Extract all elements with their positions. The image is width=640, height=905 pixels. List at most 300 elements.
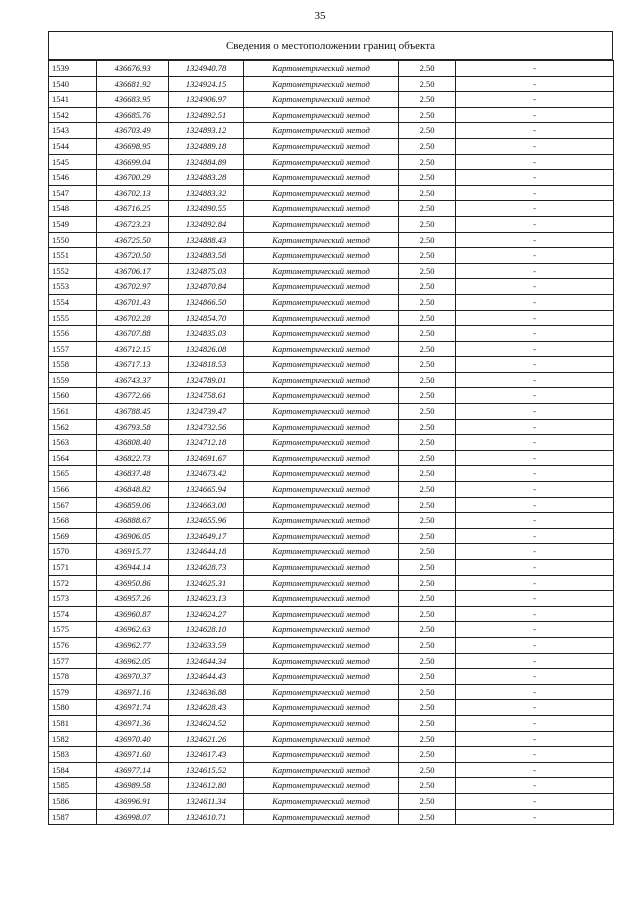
x-coordinate-cell: 436707.88 xyxy=(97,326,169,342)
point-number-cell: 1552 xyxy=(49,263,97,279)
x-coordinate-cell: 436743.37 xyxy=(97,372,169,388)
accuracy-cell: 2.50 xyxy=(399,341,456,357)
description-cell: - xyxy=(456,637,614,653)
method-cell: Картометрический метод xyxy=(244,747,399,763)
y-coordinate-cell: 1324884.89 xyxy=(169,154,244,170)
section-header xyxy=(48,31,613,60)
description-cell: - xyxy=(456,170,614,186)
description-cell: - xyxy=(456,762,614,778)
y-coordinate-cell: 1324889.18 xyxy=(169,138,244,154)
y-coordinate-cell: 1324617.43 xyxy=(169,747,244,763)
accuracy-cell: 2.50 xyxy=(399,185,456,201)
x-coordinate-cell: 436970.37 xyxy=(97,669,169,685)
table-row xyxy=(49,591,614,607)
table-row xyxy=(49,700,614,716)
method-cell: Картометрический метод xyxy=(244,715,399,731)
table-row xyxy=(49,435,614,451)
point-number-cell: 1563 xyxy=(49,435,97,451)
table-row xyxy=(49,637,614,653)
accuracy-cell: 2.50 xyxy=(399,528,456,544)
x-coordinate-cell: 436685.76 xyxy=(97,107,169,123)
accuracy-cell: 2.50 xyxy=(399,575,456,591)
description-cell: - xyxy=(456,61,614,77)
table-row xyxy=(49,684,614,700)
x-coordinate-cell: 436915.77 xyxy=(97,544,169,560)
description-cell: - xyxy=(456,294,614,310)
point-number-cell: 1550 xyxy=(49,232,97,248)
y-coordinate-cell: 1324893.12 xyxy=(169,123,244,139)
table-row xyxy=(49,513,614,529)
x-coordinate-cell: 436772.66 xyxy=(97,388,169,404)
method-cell: Картометрический метод xyxy=(244,107,399,123)
table-row xyxy=(49,669,614,685)
section-title: Сведения о местоположении границ объекта xyxy=(225,39,436,52)
y-coordinate-cell: 1324883.28 xyxy=(169,170,244,186)
description-cell: - xyxy=(456,669,614,685)
accuracy-cell: 2.50 xyxy=(399,76,456,92)
accuracy-cell: 2.50 xyxy=(399,123,456,139)
table-row xyxy=(49,341,614,357)
accuracy-cell: 2.50 xyxy=(399,404,456,420)
method-cell: Картометрический метод xyxy=(244,76,399,92)
accuracy-cell: 2.50 xyxy=(399,669,456,685)
accuracy-cell: 2.50 xyxy=(399,793,456,809)
x-coordinate-cell: 436698.95 xyxy=(97,138,169,154)
description-cell: - xyxy=(456,560,614,576)
method-cell: Картометрический метод xyxy=(244,684,399,700)
accuracy-cell: 2.50 xyxy=(399,466,456,482)
y-coordinate-cell: 1324890.55 xyxy=(169,201,244,217)
accuracy-cell: 2.50 xyxy=(399,279,456,295)
point-number-cell: 1582 xyxy=(49,731,97,747)
description-cell: - xyxy=(456,497,614,513)
x-coordinate-cell: 436962.77 xyxy=(97,637,169,653)
x-coordinate-cell: 436957.26 xyxy=(97,591,169,607)
y-coordinate-cell: 1324625.31 xyxy=(169,575,244,591)
table-row xyxy=(49,154,614,170)
accuracy-cell: 2.50 xyxy=(399,482,456,498)
y-coordinate-cell: 1324732.56 xyxy=(169,419,244,435)
x-coordinate-cell: 436962.63 xyxy=(97,622,169,638)
x-coordinate-cell: 436725.50 xyxy=(97,232,169,248)
x-coordinate-cell: 436793.58 xyxy=(97,419,169,435)
table-row xyxy=(49,575,614,591)
description-cell: - xyxy=(456,138,614,154)
y-coordinate-cell: 1324758.61 xyxy=(169,388,244,404)
table-row xyxy=(49,201,614,217)
method-cell: Картометрический метод xyxy=(244,92,399,108)
method-cell: Картометрический метод xyxy=(244,497,399,513)
description-cell: - xyxy=(456,544,614,560)
accuracy-cell: 2.50 xyxy=(399,684,456,700)
method-cell: Картометрический метод xyxy=(244,248,399,264)
point-number-cell: 1551 xyxy=(49,248,97,264)
x-coordinate-cell: 436859.06 xyxy=(97,497,169,513)
method-cell: Картометрический метод xyxy=(244,793,399,809)
point-number-cell: 1566 xyxy=(49,482,97,498)
table-row xyxy=(49,170,614,186)
y-coordinate-cell: 1324739.47 xyxy=(169,404,244,420)
y-coordinate-cell: 1324673.42 xyxy=(169,466,244,482)
y-coordinate-cell: 1324610.71 xyxy=(169,809,244,825)
point-number-cell: 1584 xyxy=(49,762,97,778)
x-coordinate-cell: 436960.87 xyxy=(97,606,169,622)
method-cell: Картометрический метод xyxy=(244,606,399,622)
accuracy-cell: 2.50 xyxy=(399,778,456,794)
point-number-cell: 1547 xyxy=(49,185,97,201)
y-coordinate-cell: 1324789.01 xyxy=(169,372,244,388)
y-coordinate-cell: 1324875.03 xyxy=(169,263,244,279)
point-number-cell: 1579 xyxy=(49,684,97,700)
accuracy-cell: 2.50 xyxy=(399,310,456,326)
point-number-cell: 1581 xyxy=(49,715,97,731)
y-coordinate-cell: 1324628.43 xyxy=(169,700,244,716)
method-cell: Картометрический метод xyxy=(244,341,399,357)
method-cell: Картометрический метод xyxy=(244,637,399,653)
table-row xyxy=(49,528,614,544)
accuracy-cell: 2.50 xyxy=(399,170,456,186)
x-coordinate-cell: 436699.04 xyxy=(97,154,169,170)
method-cell: Картометрический метод xyxy=(244,528,399,544)
description-cell: - xyxy=(456,606,614,622)
description-cell: - xyxy=(456,731,614,747)
table-row xyxy=(49,388,614,404)
table-row xyxy=(49,544,614,560)
x-coordinate-cell: 436701.43 xyxy=(97,294,169,310)
x-coordinate-cell: 436702.97 xyxy=(97,279,169,295)
point-number-cell: 1548 xyxy=(49,201,97,217)
point-number-cell: 1580 xyxy=(49,700,97,716)
description-cell: - xyxy=(456,92,614,108)
x-coordinate-cell: 436723.23 xyxy=(97,216,169,232)
point-number-cell: 1574 xyxy=(49,606,97,622)
point-number-cell: 1565 xyxy=(49,466,97,482)
point-number-cell: 1570 xyxy=(49,544,97,560)
table-row xyxy=(49,92,614,108)
accuracy-cell: 2.50 xyxy=(399,263,456,279)
accuracy-cell: 2.50 xyxy=(399,560,456,576)
method-cell: Картометрический метод xyxy=(244,185,399,201)
x-coordinate-cell: 436971.36 xyxy=(97,715,169,731)
y-coordinate-cell: 1324628.73 xyxy=(169,560,244,576)
y-coordinate-cell: 1324621.26 xyxy=(169,731,244,747)
point-number-cell: 1543 xyxy=(49,123,97,139)
y-coordinate-cell: 1324665.94 xyxy=(169,482,244,498)
method-cell: Картометрический метод xyxy=(244,123,399,139)
description-cell: - xyxy=(456,591,614,607)
accuracy-cell: 2.50 xyxy=(399,591,456,607)
description-cell: - xyxy=(456,809,614,825)
accuracy-cell: 2.50 xyxy=(399,809,456,825)
y-coordinate-cell: 1324906.97 xyxy=(169,92,244,108)
y-coordinate-cell: 1324612.80 xyxy=(169,778,244,794)
table-row xyxy=(49,372,614,388)
table-row xyxy=(49,622,614,638)
description-cell: - xyxy=(456,450,614,466)
y-coordinate-cell: 1324892.84 xyxy=(169,216,244,232)
description-cell: - xyxy=(456,372,614,388)
x-coordinate-cell: 436681.92 xyxy=(97,76,169,92)
x-coordinate-cell: 436888.67 xyxy=(97,513,169,529)
x-coordinate-cell: 436962.05 xyxy=(97,653,169,669)
table-row xyxy=(49,778,614,794)
point-number-cell: 1556 xyxy=(49,326,97,342)
method-cell: Картометрический метод xyxy=(244,138,399,154)
table-row xyxy=(49,185,614,201)
point-number-cell: 1555 xyxy=(49,310,97,326)
coordinates-table-body xyxy=(49,61,614,825)
description-cell: - xyxy=(456,185,614,201)
point-number-cell: 1564 xyxy=(49,450,97,466)
x-coordinate-cell: 436716.25 xyxy=(97,201,169,217)
y-coordinate-cell: 1324655.96 xyxy=(169,513,244,529)
y-coordinate-cell: 1324883.58 xyxy=(169,248,244,264)
x-coordinate-cell: 436720.50 xyxy=(97,248,169,264)
accuracy-cell: 2.50 xyxy=(399,357,456,373)
table-row xyxy=(49,466,614,482)
x-coordinate-cell: 436822.73 xyxy=(97,450,169,466)
y-coordinate-cell: 1324818.53 xyxy=(169,357,244,373)
x-coordinate-cell: 436848.82 xyxy=(97,482,169,498)
y-coordinate-cell: 1324624.27 xyxy=(169,606,244,622)
table-row xyxy=(49,310,614,326)
accuracy-cell: 2.50 xyxy=(399,606,456,622)
accuracy-cell: 2.50 xyxy=(399,762,456,778)
table-row xyxy=(49,326,614,342)
x-coordinate-cell: 436717.13 xyxy=(97,357,169,373)
point-number-cell: 1577 xyxy=(49,653,97,669)
point-number-cell: 1539 xyxy=(49,61,97,77)
x-coordinate-cell: 436944.14 xyxy=(97,560,169,576)
accuracy-cell: 2.50 xyxy=(399,497,456,513)
table-row xyxy=(49,263,614,279)
x-coordinate-cell: 436837.48 xyxy=(97,466,169,482)
point-number-cell: 1576 xyxy=(49,637,97,653)
accuracy-cell: 2.50 xyxy=(399,450,456,466)
table-row xyxy=(49,294,614,310)
method-cell: Картометрический метод xyxy=(244,513,399,529)
table-row xyxy=(49,715,614,731)
x-coordinate-cell: 436971.60 xyxy=(97,747,169,763)
description-cell: - xyxy=(456,326,614,342)
method-cell: Картометрический метод xyxy=(244,232,399,248)
accuracy-cell: 2.50 xyxy=(399,61,456,77)
description-cell: - xyxy=(456,653,614,669)
accuracy-cell: 2.50 xyxy=(399,216,456,232)
y-coordinate-cell: 1324644.34 xyxy=(169,653,244,669)
description-cell: - xyxy=(456,747,614,763)
method-cell: Картометрический метод xyxy=(244,294,399,310)
description-cell: - xyxy=(456,622,614,638)
method-cell: Картометрический метод xyxy=(244,279,399,295)
y-coordinate-cell: 1324633.59 xyxy=(169,637,244,653)
x-coordinate-cell: 436702.28 xyxy=(97,310,169,326)
x-coordinate-cell: 436808.40 xyxy=(97,435,169,451)
description-cell: - xyxy=(456,357,614,373)
y-coordinate-cell: 1324691.67 xyxy=(169,450,244,466)
description-cell: - xyxy=(456,107,614,123)
x-coordinate-cell: 436977.14 xyxy=(97,762,169,778)
method-cell: Картометрический метод xyxy=(244,201,399,217)
x-coordinate-cell: 436676.93 xyxy=(97,61,169,77)
x-coordinate-cell: 436950.86 xyxy=(97,575,169,591)
accuracy-cell: 2.50 xyxy=(399,294,456,310)
description-cell: - xyxy=(456,232,614,248)
method-cell: Картометрический метод xyxy=(244,560,399,576)
table-row xyxy=(49,731,614,747)
description-cell: - xyxy=(456,482,614,498)
accuracy-cell: 2.50 xyxy=(399,107,456,123)
y-coordinate-cell: 1324624.52 xyxy=(169,715,244,731)
description-cell: - xyxy=(456,684,614,700)
point-number-cell: 1585 xyxy=(49,778,97,794)
point-number-cell: 1571 xyxy=(49,560,97,576)
point-number-cell: 1568 xyxy=(49,513,97,529)
description-cell: - xyxy=(456,513,614,529)
page-number: 35 xyxy=(314,10,326,22)
y-coordinate-cell: 1324644.18 xyxy=(169,544,244,560)
x-coordinate-cell: 436700.29 xyxy=(97,170,169,186)
x-coordinate-cell: 436712.15 xyxy=(97,341,169,357)
method-cell: Картометрический метод xyxy=(244,762,399,778)
y-coordinate-cell: 1324883.32 xyxy=(169,185,244,201)
y-coordinate-cell: 1324888.43 xyxy=(169,232,244,248)
method-cell: Картометрический метод xyxy=(244,700,399,716)
y-coordinate-cell: 1324826.08 xyxy=(169,341,244,357)
method-cell: Картометрический метод xyxy=(244,653,399,669)
x-coordinate-cell: 436703.49 xyxy=(97,123,169,139)
method-cell: Картометрический метод xyxy=(244,357,399,373)
description-cell: - xyxy=(456,404,614,420)
description-cell: - xyxy=(456,778,614,794)
x-coordinate-cell: 436989.58 xyxy=(97,778,169,794)
point-number-cell: 1572 xyxy=(49,575,97,591)
method-cell: Картометрический метод xyxy=(244,310,399,326)
method-cell: Картометрический метод xyxy=(244,622,399,638)
table-row xyxy=(49,482,614,498)
y-coordinate-cell: 1324866.50 xyxy=(169,294,244,310)
description-cell: - xyxy=(456,154,614,170)
description-cell: - xyxy=(456,341,614,357)
point-number-cell: 1549 xyxy=(49,216,97,232)
y-coordinate-cell: 1324615.52 xyxy=(169,762,244,778)
table-row xyxy=(49,123,614,139)
description-cell: - xyxy=(456,700,614,716)
description-cell: - xyxy=(456,575,614,591)
accuracy-cell: 2.50 xyxy=(399,513,456,529)
point-number-cell: 1587 xyxy=(49,809,97,825)
accuracy-cell: 2.50 xyxy=(399,154,456,170)
x-coordinate-cell: 436906.05 xyxy=(97,528,169,544)
accuracy-cell: 2.50 xyxy=(399,622,456,638)
table-row xyxy=(49,419,614,435)
table-row xyxy=(49,357,614,373)
y-coordinate-cell: 1324892.51 xyxy=(169,107,244,123)
point-number-cell: 1557 xyxy=(49,341,97,357)
table-row xyxy=(49,248,614,264)
description-cell: - xyxy=(456,310,614,326)
method-cell: Картометрический метод xyxy=(244,731,399,747)
method-cell: Картометрический метод xyxy=(244,778,399,794)
table-row xyxy=(49,61,614,77)
point-number-cell: 1553 xyxy=(49,279,97,295)
table-row xyxy=(49,216,614,232)
x-coordinate-cell: 436998.07 xyxy=(97,809,169,825)
description-cell: - xyxy=(456,528,614,544)
description-cell: - xyxy=(456,388,614,404)
accuracy-cell: 2.50 xyxy=(399,388,456,404)
method-cell: Картометрический метод xyxy=(244,482,399,498)
y-coordinate-cell: 1324623.13 xyxy=(169,591,244,607)
x-coordinate-cell: 436971.74 xyxy=(97,700,169,716)
method-cell: Картометрический метод xyxy=(244,61,399,77)
description-cell: - xyxy=(456,201,614,217)
table-row xyxy=(49,279,614,295)
method-cell: Картометрический метод xyxy=(244,372,399,388)
method-cell: Картометрический метод xyxy=(244,154,399,170)
point-number-cell: 1560 xyxy=(49,388,97,404)
table-row xyxy=(49,793,614,809)
y-coordinate-cell: 1324924.15 xyxy=(169,76,244,92)
point-number-cell: 1573 xyxy=(49,591,97,607)
point-number-cell: 1546 xyxy=(49,170,97,186)
point-number-cell: 1558 xyxy=(49,357,97,373)
point-number-cell: 1542 xyxy=(49,107,97,123)
y-coordinate-cell: 1324649.17 xyxy=(169,528,244,544)
accuracy-cell: 2.50 xyxy=(399,700,456,716)
table-row xyxy=(49,138,614,154)
table-row xyxy=(49,653,614,669)
x-coordinate-cell: 436971.16 xyxy=(97,684,169,700)
point-number-cell: 1586 xyxy=(49,793,97,809)
method-cell: Картометрический метод xyxy=(244,216,399,232)
table-row xyxy=(49,762,614,778)
accuracy-cell: 2.50 xyxy=(399,637,456,653)
y-coordinate-cell: 1324835.03 xyxy=(169,326,244,342)
x-coordinate-cell: 436702.13 xyxy=(97,185,169,201)
table-row xyxy=(49,450,614,466)
x-coordinate-cell: 436683.95 xyxy=(97,92,169,108)
table-row xyxy=(49,107,614,123)
method-cell: Картометрический метод xyxy=(244,544,399,560)
point-number-cell: 1578 xyxy=(49,669,97,685)
point-number-cell: 1545 xyxy=(49,154,97,170)
accuracy-cell: 2.50 xyxy=(399,248,456,264)
y-coordinate-cell: 1324628.10 xyxy=(169,622,244,638)
x-coordinate-cell: 436706.17 xyxy=(97,263,169,279)
description-cell: - xyxy=(456,216,614,232)
y-coordinate-cell: 1324636.88 xyxy=(169,684,244,700)
point-number-cell: 1540 xyxy=(49,76,97,92)
x-coordinate-cell: 436970.40 xyxy=(97,731,169,747)
accuracy-cell: 2.50 xyxy=(399,419,456,435)
description-cell: - xyxy=(456,435,614,451)
accuracy-cell: 2.50 xyxy=(399,326,456,342)
accuracy-cell: 2.50 xyxy=(399,435,456,451)
table-row xyxy=(49,404,614,420)
method-cell: Картометрический метод xyxy=(244,326,399,342)
table-row xyxy=(49,606,614,622)
y-coordinate-cell: 1324940.78 xyxy=(169,61,244,77)
accuracy-cell: 2.50 xyxy=(399,747,456,763)
table-row xyxy=(49,809,614,825)
point-number-cell: 1575 xyxy=(49,622,97,638)
point-number-cell: 1559 xyxy=(49,372,97,388)
point-number-cell: 1569 xyxy=(49,528,97,544)
table-row xyxy=(49,76,614,92)
method-cell: Картометрический метод xyxy=(244,466,399,482)
method-cell: Картометрический метод xyxy=(244,404,399,420)
